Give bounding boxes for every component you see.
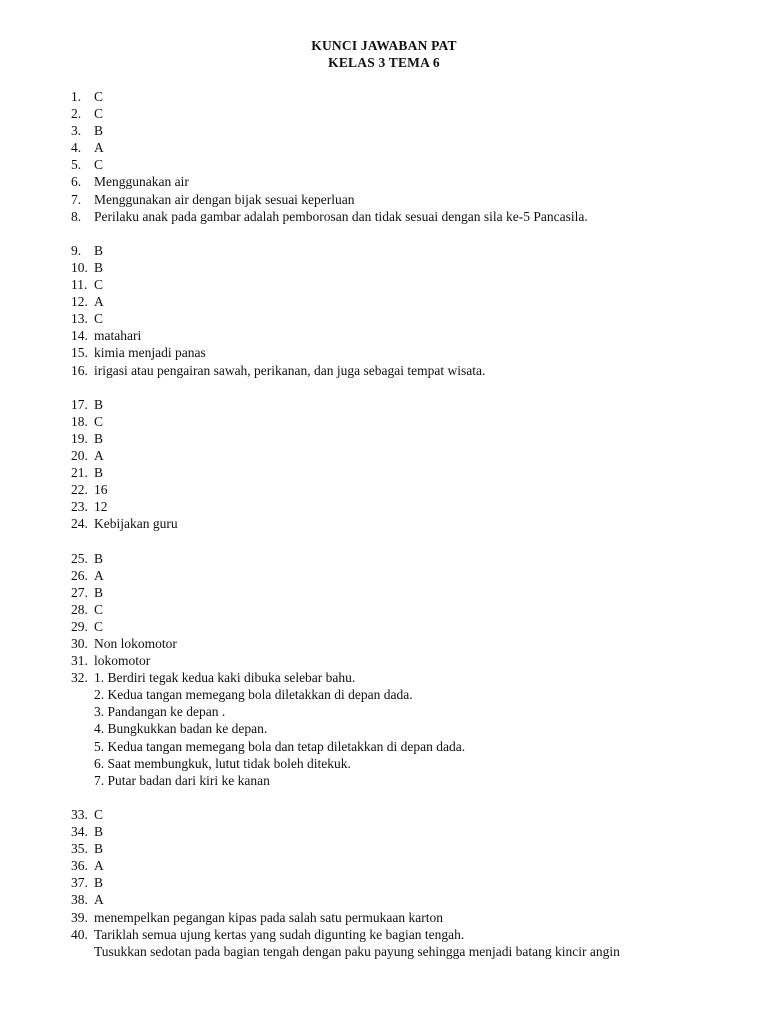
answer-number: 29. (71, 618, 88, 634)
answer-item (71, 926, 731, 943)
answer-number: 21. (71, 465, 88, 481)
answer-number: 5. (71, 157, 82, 173)
answer-text: 16 (94, 482, 108, 498)
answer-item (71, 396, 731, 413)
answer-item (71, 276, 731, 293)
answer-item (71, 191, 731, 208)
answer-item (71, 772, 731, 789)
answer-item (71, 515, 731, 532)
answer-item (71, 891, 731, 908)
answer-number: 1. (71, 89, 82, 104)
answer-item (71, 293, 731, 310)
answer-item (71, 703, 731, 720)
answer-item (71, 413, 731, 430)
answer-text: Perilaku anak pada gambar adalah pemborosan dan tidak sesuai dengan sila ke-5 Pancasila. (94, 208, 588, 224)
answer-number: 39. (71, 909, 88, 925)
answer-text: B (94, 123, 104, 139)
answer-item (71, 447, 731, 464)
answer-text: C (94, 157, 104, 173)
answer-text: C (94, 806, 104, 822)
answer-text: Non lokomotor (94, 636, 177, 651)
answer-item (71, 943, 731, 960)
answer-text: 2. Kedua tangan memegang bola diletakkan di depan dada. (94, 687, 413, 703)
answer-number (71, 738, 94, 755)
answer-item (71, 874, 731, 891)
answer-item (71, 481, 731, 498)
answer-item (71, 105, 731, 122)
answer-item (71, 344, 731, 361)
answer-number: 3. (71, 123, 82, 139)
answer-number: 27. (71, 584, 88, 600)
answer-text: Menggunakan air (94, 174, 189, 190)
answer-item (71, 857, 731, 874)
answer-number: 23. (71, 499, 88, 515)
answer-text: B (94, 259, 104, 275)
answer-number: 31. (71, 653, 88, 669)
answer-text: A (94, 858, 104, 874)
answer-item (71, 242, 731, 259)
answer-number: 25. (71, 550, 88, 566)
answer-number (71, 772, 94, 789)
answer-text: B (94, 550, 104, 566)
answer-text: C (94, 413, 104, 429)
answer-number: 37. (71, 875, 88, 891)
answer-number: 8. (71, 208, 82, 224)
answer-text: B (94, 875, 104, 891)
answer-number: 9. (71, 242, 82, 258)
answer-number: 6. (71, 174, 82, 190)
answer-item (71, 139, 731, 156)
answer-number (71, 943, 94, 960)
answer-text: 4. Bungkukkan badan ke depan. (94, 721, 268, 737)
answer-item (71, 909, 731, 926)
answer-item (71, 88, 731, 105)
answer-item (71, 362, 731, 379)
answer-section (71, 550, 731, 789)
answer-number (71, 686, 94, 703)
answer-text: 12 (94, 499, 108, 515)
answer-text: B (94, 584, 104, 600)
answer-text: irigasi atau pengairan sawah, perikanan, dan juga sebagai tempat wisata. (94, 362, 486, 378)
answer-section (71, 806, 731, 960)
answer-text: A (94, 447, 104, 463)
answer-section (71, 88, 731, 225)
answer-item (71, 755, 731, 772)
answer-item (71, 635, 731, 652)
answer-item (71, 208, 731, 225)
answer-number: 38. (71, 892, 88, 908)
answer-number: 20. (71, 447, 88, 463)
answer-item (71, 567, 731, 584)
answer-item (71, 122, 731, 139)
answer-text: lokomotor (94, 653, 151, 669)
answer-number: 36. (71, 858, 88, 874)
answer-number: 13. (71, 311, 88, 327)
section-gap (71, 225, 731, 242)
answer-number: 2. (71, 106, 82, 122)
answer-text: Kebijakan guru (94, 516, 178, 532)
answer-number: 34. (71, 824, 88, 840)
answer-item (71, 156, 731, 173)
answer-number: 7. (71, 191, 82, 207)
answer-text: matahari (94, 328, 142, 344)
answer-number: 22. (71, 482, 88, 498)
answer-item (71, 686, 731, 703)
answer-text: kimia menjadi panas (94, 345, 206, 361)
answer-item (71, 840, 731, 857)
answer-text: A (94, 294, 104, 310)
answer-text: 6. Saat membungkuk, lutut tidak boleh ditekuk. (94, 755, 351, 771)
answer-number: 30. (71, 636, 88, 651)
answer-number: 40. (71, 926, 88, 942)
answer-number: 32. (71, 670, 88, 686)
answer-text: Menggunakan air dengan bijak sesuai keperluan (94, 191, 355, 207)
answer-item (71, 259, 731, 276)
answer-text: B (94, 841, 104, 857)
answer-number: 18. (71, 413, 88, 429)
answer-item (71, 669, 731, 686)
answer-text: B (94, 465, 104, 481)
answer-item (71, 652, 731, 669)
page-title: KUNCI JAWABAN PAT (311, 38, 457, 53)
answer-text: 7. Putar badan dari kiri ke kanan (94, 772, 270, 788)
answer-number (71, 720, 94, 737)
answer-text: C (94, 311, 104, 327)
answer-number: 4. (71, 140, 82, 156)
section-gap (71, 789, 731, 806)
answer-number: 35. (71, 841, 88, 857)
answer-list (71, 88, 731, 960)
answer-text: 3. Pandangan ke depan . (94, 704, 226, 720)
answer-text: Tusukkan sedotan pada bagian tengah dengan paku payung sehingga menjadi batang kincir angin (94, 943, 620, 959)
answer-item (71, 327, 731, 344)
answer-text: C (94, 618, 104, 634)
section-gap (71, 532, 731, 549)
answer-number: 16. (71, 362, 88, 378)
answer-number: 11. (71, 277, 88, 293)
answer-item (71, 720, 731, 737)
answer-item (71, 806, 731, 823)
answer-item (71, 550, 731, 567)
answer-item (71, 498, 731, 515)
section-gap (71, 379, 731, 396)
answer-item (71, 618, 731, 635)
answer-number: 12. (71, 294, 88, 310)
answer-text: 5. Kedua tangan memegang bola dan tetap diletakkan di depan dada. (94, 738, 466, 754)
answer-text: C (94, 601, 104, 617)
answer-section (71, 242, 731, 379)
answer-text: A (94, 892, 104, 908)
answer-text: B (94, 396, 104, 412)
answer-number: 17. (71, 396, 88, 412)
answer-item (71, 173, 731, 190)
answer-item (71, 601, 731, 618)
answer-text: 1. Berdiri tegak kedua kaki dibuka selebar bahu. (94, 670, 356, 686)
answer-item (71, 823, 731, 840)
answer-section (71, 396, 731, 533)
answer-text: B (94, 824, 104, 840)
answer-item (71, 738, 731, 755)
answer-number: 24. (71, 516, 88, 532)
answer-number (71, 703, 94, 720)
answer-text: menempelkan pegangan kipas pada salah satu permukaan karton (94, 909, 443, 925)
answer-text: B (94, 430, 104, 446)
page-subtitle: KELAS 3 TEMA 6 (328, 55, 440, 70)
answer-number: 10. (71, 259, 88, 275)
answer-text: Tariklah semua ujung kertas yang sudah digunting ke bagian tengah. (94, 926, 465, 942)
answer-number: 33. (71, 806, 88, 822)
answer-text: A (94, 567, 104, 583)
answer-number (71, 755, 94, 772)
answer-number: 19. (71, 430, 88, 446)
answer-text: C (94, 106, 104, 122)
answer-number: 26. (71, 567, 88, 583)
answer-item (71, 584, 731, 601)
answer-number: 28. (71, 601, 88, 617)
answer-item (71, 430, 731, 447)
answer-number: 15. (71, 345, 88, 361)
answer-item (71, 464, 731, 481)
answer-number: 14. (71, 328, 88, 344)
answer-text: A (94, 140, 104, 156)
answer-text: C (94, 277, 104, 293)
answer-item (71, 310, 731, 327)
answer-text: B (94, 242, 104, 258)
answer-text: C (94, 89, 104, 104)
